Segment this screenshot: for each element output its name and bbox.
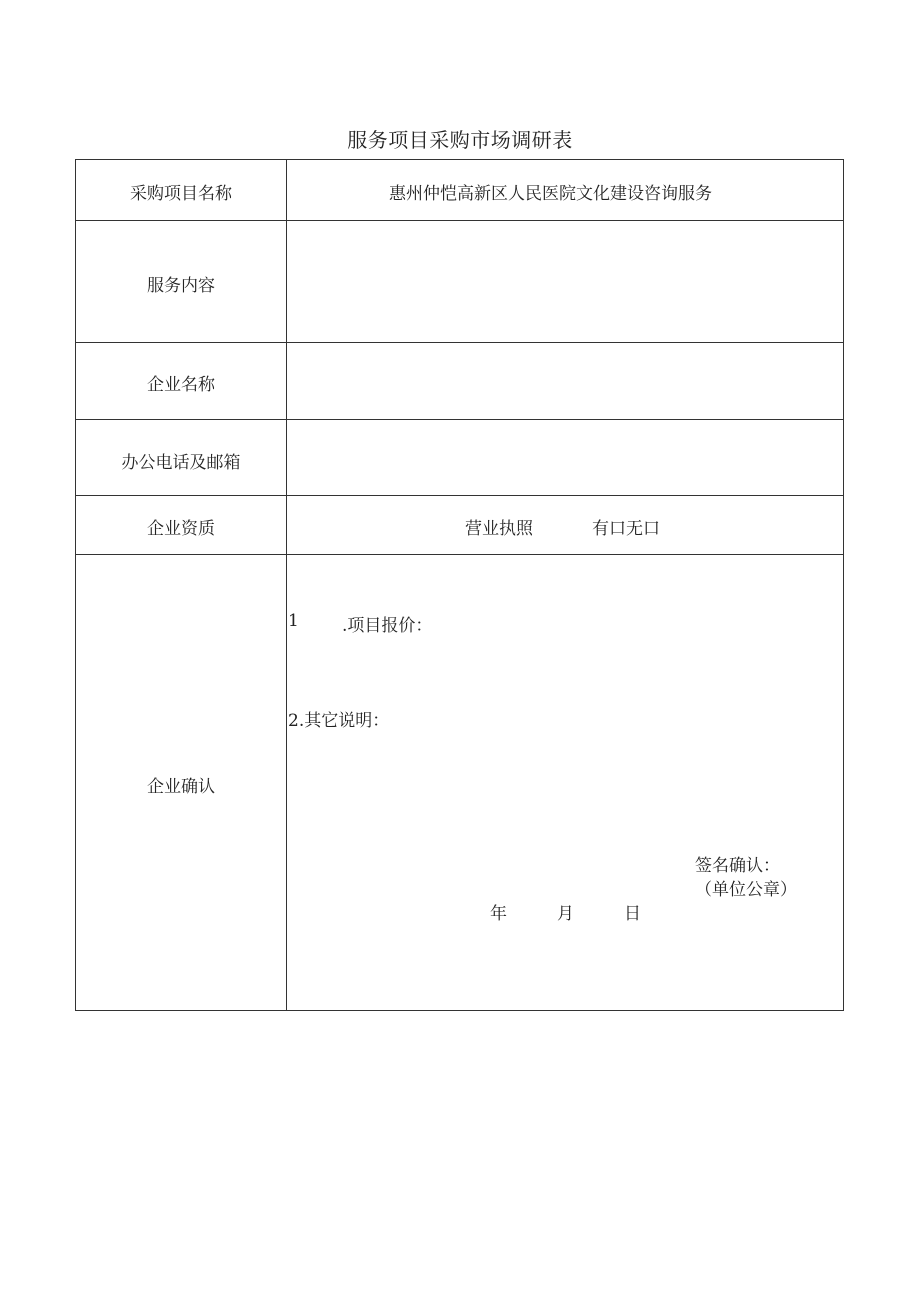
service-content-label: 服务内容 (147, 276, 215, 296)
column-divider (286, 160, 287, 1010)
page-title: 服务项目采购市场调研表 (347, 128, 573, 152)
row-divider (76, 495, 843, 496)
license-yes-no-options[interactable]: 有口无口 (592, 519, 660, 539)
company-name-label: 企业名称 (147, 375, 215, 395)
survey-form-table (75, 159, 844, 1011)
other-notes-label: 2.其它说明： (288, 711, 390, 731)
confirmation-label: 企业确认 (147, 777, 215, 797)
quote-item-number: 1 (288, 611, 299, 631)
business-license-label: 营业执照 (465, 519, 533, 539)
seal-label: （单位公章） (695, 880, 797, 900)
month-label: 月 (557, 904, 574, 924)
quote-item-label: .项目报价： (342, 616, 433, 636)
row-divider (76, 342, 843, 343)
row-divider (76, 554, 843, 555)
day-label: 日 (624, 904, 641, 924)
row-divider (76, 220, 843, 221)
project-name-value[interactable]: 惠州仲恺高新区人民医院文化建设咨询服务 (389, 184, 712, 204)
qualification-label: 企业资质 (147, 519, 215, 539)
year-label: 年 (490, 904, 507, 924)
contact-label: 办公电话及邮箱 (121, 453, 241, 473)
row-divider (76, 419, 843, 420)
project-name-label: 采购项目名称 (130, 184, 232, 204)
signature-label: 签名确认： (695, 856, 780, 876)
